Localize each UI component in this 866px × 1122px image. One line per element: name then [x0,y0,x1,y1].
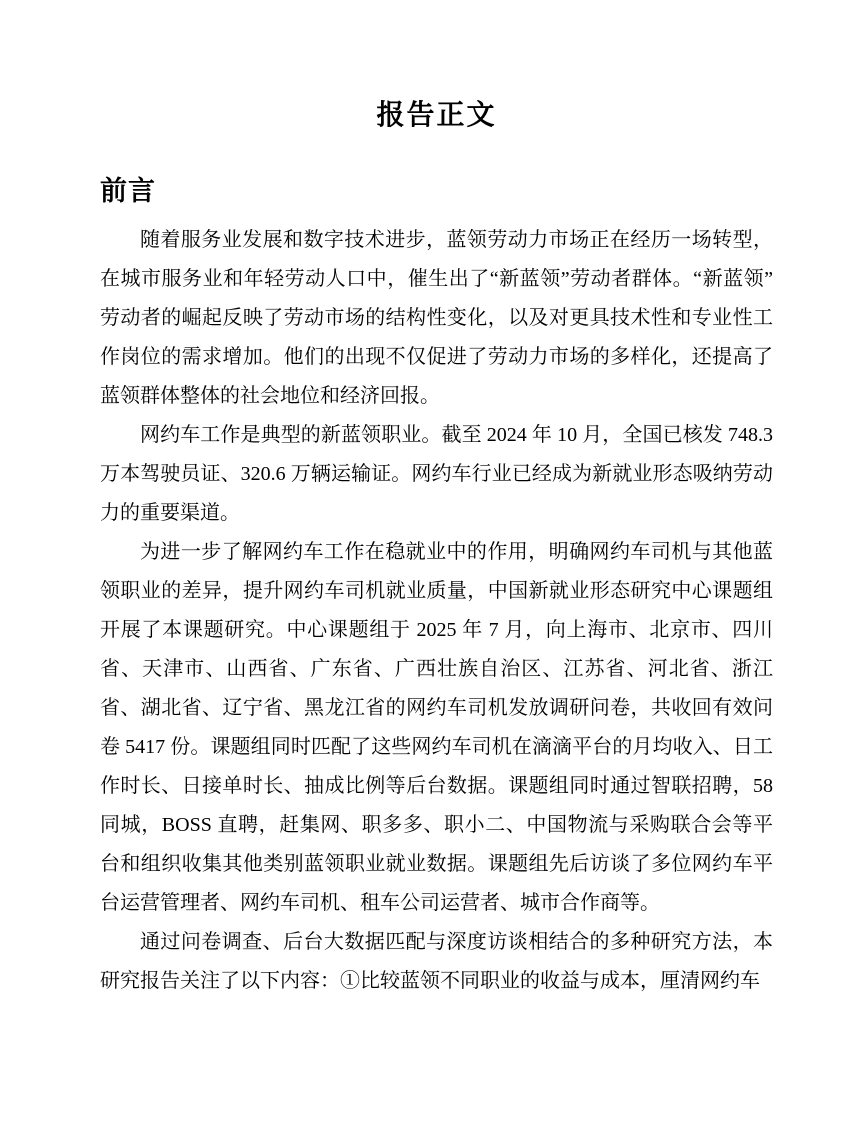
paragraph-2: 网约车工作是典型的新蓝领职业。截至 2024 年 10 月，全国已核发 748.3 万本驾驶员证、320.6 万辆运输证。网约车行业已经成为新就业形态吸纳劳动力的重要渠道。 [100,424,773,524]
paragraph-1: 随着服务业发展和数字技术进步，蓝领劳动力市场正在经历一场转型，在城市服务业和年轻劳动人口中，催生出了“新蓝领”劳动者群体。“新蓝领”劳动者的崛起反映了劳动市场的结构性变化，以及对更具技术性和专业性工作岗位的需求增加。他们的出现不仅促进了劳动力市场的多样化，还提高了蓝领群体整体的社会地位和经济回报。 [100,229,773,407]
paragraph-4: 通过问卷调查、后台大数据匹配与深度访谈相结合的多种研究方法，本研究报告关注了以下内容：①比较蓝领不同职业的收益与成本，厘清网约车 [100,931,773,992]
section-heading-preface: 前言 [100,176,156,206]
preface-body [100,221,773,1001]
report-title: 报告正文 [376,99,497,130]
paragraph-3: 为进一步了解网约车工作在稳就业中的作用，明确网约车司机与其他蓝领职业的差异，提升网约车司机就业质量，中国新就业形态研究中心课题组开展了本课题研究。中心课题组于 2025 年 7 月，向上海市、北京市、四川省、天津市、山西省、广东省、广西壮族自治区、江苏省、河北省、浙江省、湖北省、辽宁省、黑龙江省的网约车司机发放调研问卷，共收回有效问卷 5417 份。课题组同时匹配了这些网约车司机在滴滴平台的月均收入、日工作时长、日接单时长、抽成比例等后台数据。课题组同时通过智联招聘，58 同城，BOSS 直聘，赶集网、职多多、职小二、中国物流与采购联合会等平台和组织收集其他类别蓝领职业就业数据。课题组先后访谈了多位网约车平台运营管理者、网约车司机、租车公司运营者、城市合作商等。 [100,541,773,914]
